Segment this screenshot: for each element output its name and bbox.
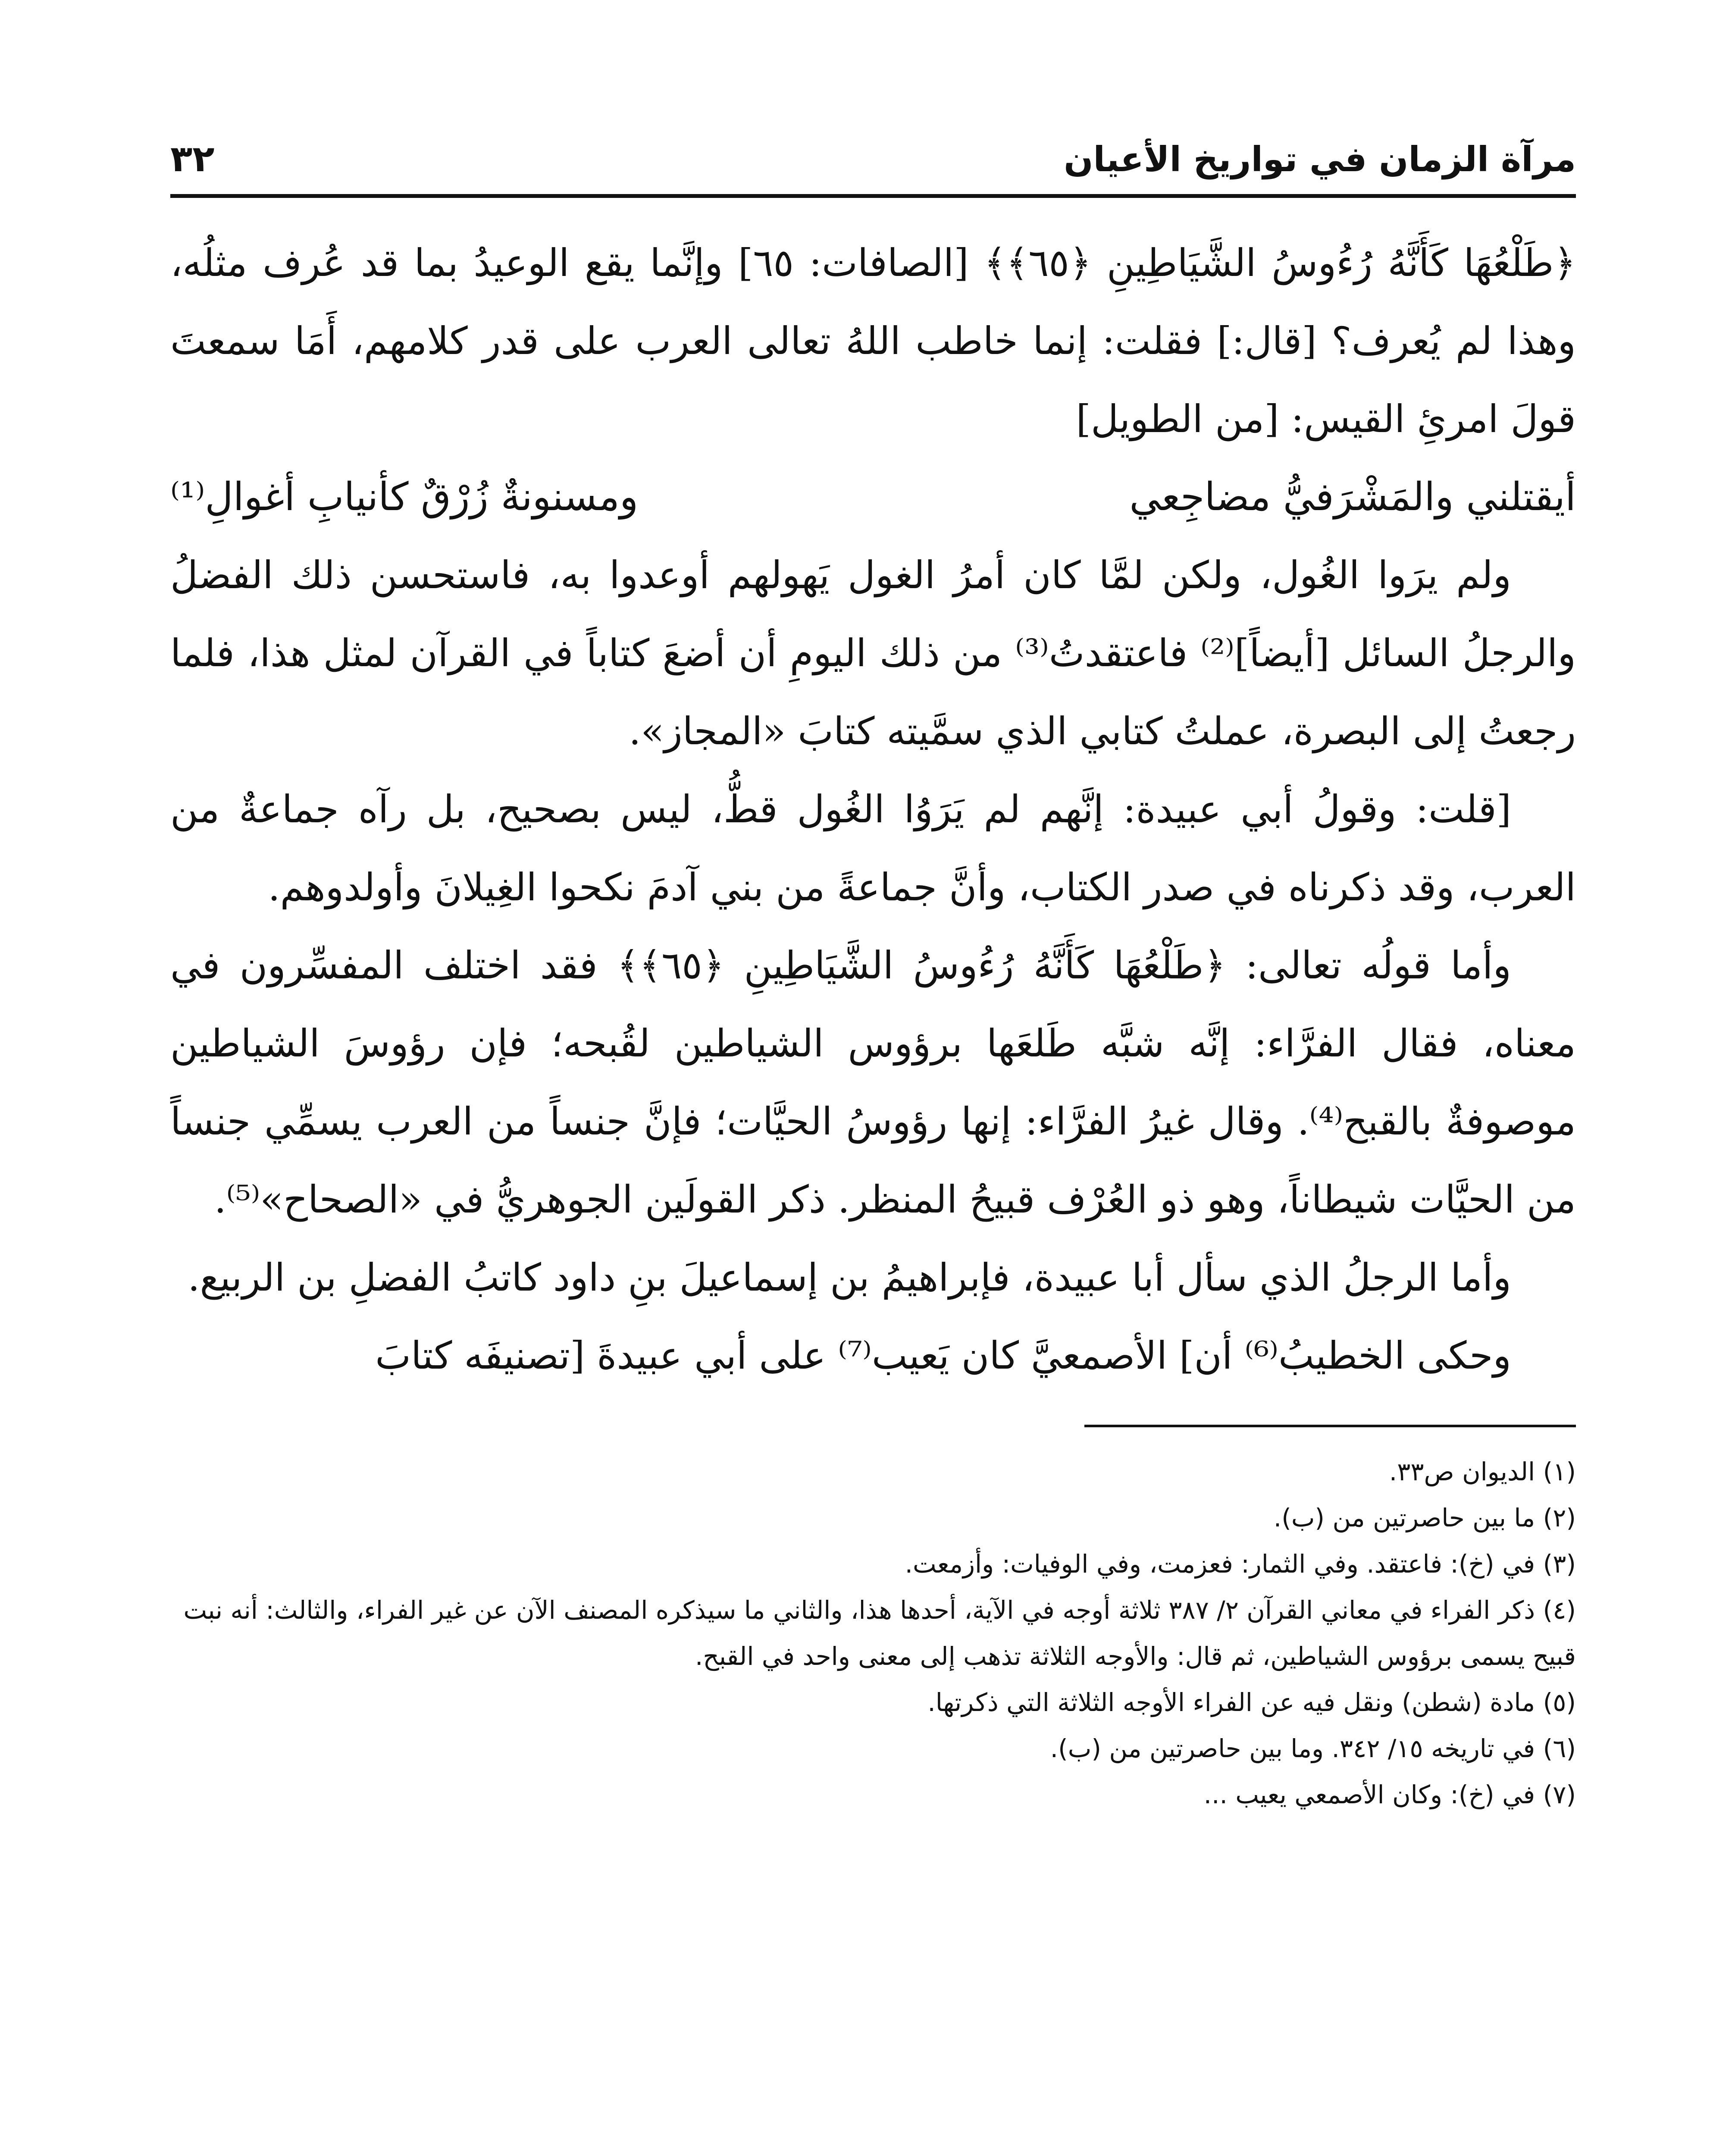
running-title: مرآة الزمان في تواريخ الأعيان [1064,139,1576,179]
paragraph-5: وأما الرجلُ الذي سأل أبا عبيدة، فإبراهيمُ بن إسماعيلَ بنِ داود كاتبُ الفضلِ بن الربيع. [188,1255,1511,1300]
page-number: ٣٢ [170,138,215,180]
paragraph-2: ولم يرَوا الغُول، ولكن لمَّا كان أمرُ الغول يَهولهم أوعدوا به، فاستحسن ذلك الفضلُ والرجلُ السائل [أيضاً]⁽²⁾ فاعتقدتُ⁽³⁾ من ذلك اليومِ أن أضعَ كتاباً في القرآن لمثل هذا، فلما رجعتُ إلى البصرة، عملتُ كتابي الذي سمَّيته كتابَ «المجاز». [170,553,1576,753]
footnote-separator [1084,1425,1576,1427]
footnote-item: (٥) مادة (شطن) ونقل فيه عن الفراء الأوجه الثلاثة التي ذكرتها. [927,1688,1576,1717]
footnote-item: (١) الديوان ص٣٣. [1389,1457,1576,1486]
verse-second-hemistich: ومسنونةٌ زُرْقٌ كأنيابِ أغوالِ⁽¹⁾ [170,474,639,520]
poetry-verse [170,458,1576,536]
paragraph-4: وأما قولُه تعالى: ﴿طَلْعُهَا كَأَنَّهُ رُءُوسُ الشَّيَاطِينِ ﴿٦٥﴾﴾ فقد اختلف المفسِّرون في معناه، فقال الفرَّاء: إنَّه شبَّه طَلعَها برؤوس الشياطين لقُبحه؛ فإن رؤوسَ الشياطين موصوفةٌ بالقبح⁽⁴⁾. وقال غيرُ الفرَّاء: إنها رؤوسُ الحيَّات؛ فإنَّ جنساً من العرب يسمِّي جنساً من الحيَّات شيطاناً، وهو ذو العُرْف قبيحُ المنظر. ذكر القولَين الجوهريُّ في «الصحاح»⁽⁵⁾. [170,943,1576,1222]
footnote-item: (٤) ذكر الفراء في معاني القرآن ٢/ ٣٨٧ ثلاثة أوجه في الآية، أحدها هذا، والثاني ما سيذكره المصنف الآن عن غير الفراء، والثالث: أنه نبت قبيح يسمى برؤوس الشياطين، ثم قال: والأوجه الثلاثة تذهب إلى معنى واحد في القبح. [183,1595,1576,1671]
main-text [170,224,1576,1395]
footnote-item: (٦) في تاريخه ١٥/ ٣٤٢. وما بين حاصرتين من (ب). [1050,1734,1576,1763]
paragraph-3: [قلت: وقولُ أبي عبيدة: إنَّهم لم يَرَوُا الغُول قطُّ، ليس بصحيح، بل رآه جماعةٌ من العرب، وقد ذكرناه في صدر الكتاب، وأنَّ جماعةً من بني آدمَ نكحوا الغِيلانَ وأولدوهم. [170,787,1576,909]
footnotes [170,1449,1576,1818]
footnote-item: (٢) ما بين حاصرتين من (ب). [1273,1503,1576,1532]
page-header [170,129,1576,198]
paragraph-6: وحكى الخطيبُ⁽⁶⁾ أن] الأصمعيَّ كان يَعيب⁽⁷⁾ على أبي عبيدةَ [تصنيفَه كتابَ [375,1333,1511,1378]
footnote-item: (٧) في (خ): وكان الأصمعي يعيب ... [1203,1780,1576,1809]
book-page [170,129,1576,2156]
paragraph-1: ﴿طَلْعُهَا كَأَنَّهُ رُءُوسُ الشَّيَاطِينِ ﴿٦٥﴾﴾ [الصافات: ٦٥] وإنَّما يقع الوعيدُ بما قد عُرف مثلُه، وهذا لم يُعرف؟ [قال:] فقلت: إنما خاطب اللهُ تعالى العرب على قدر كلامهم، أَمَا سمعتَ قولَ امرئِ القيس: [من الطويل] [170,241,1576,441]
footnote-item: (٣) في (خ): فاعتقد. وفي الثمار: فعزمت، وفي الوفيات: وأزمعت. [905,1549,1576,1579]
verse-first-hemistich: أيقتلني والمَشْرَفيُّ مضاجِعي [1129,474,1576,520]
